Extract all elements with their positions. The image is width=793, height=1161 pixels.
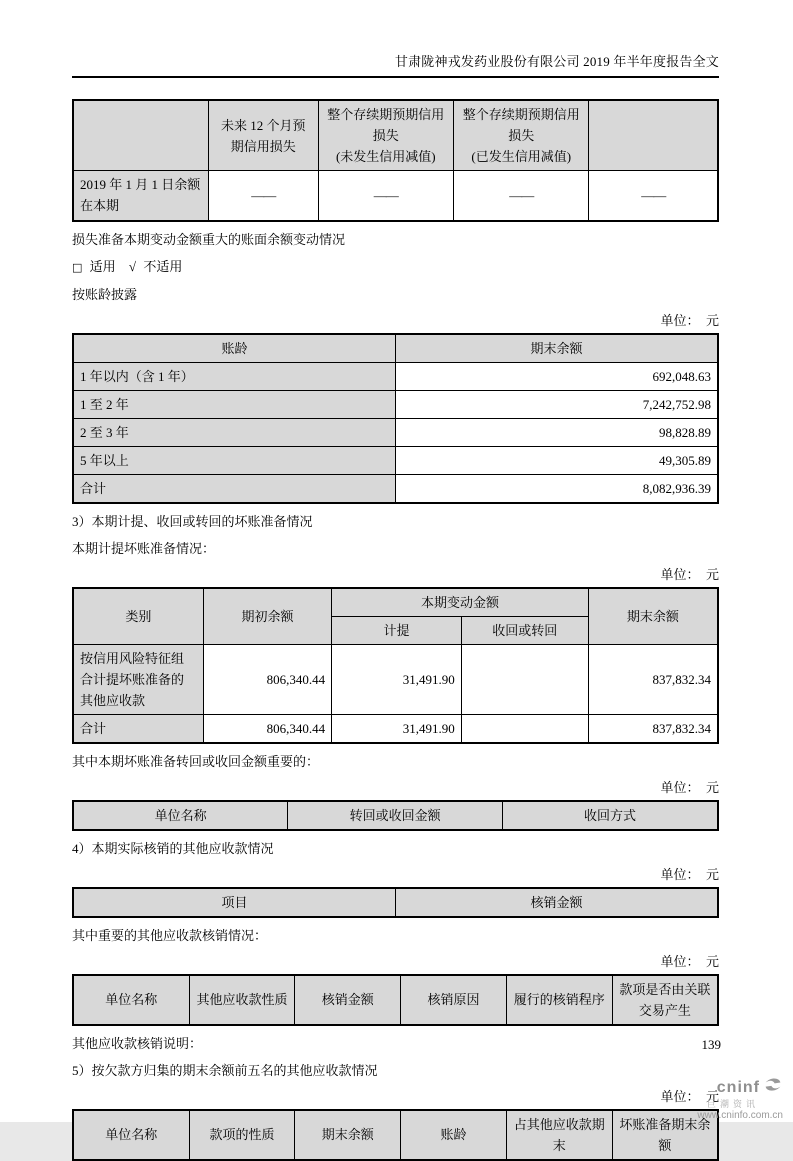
cell-dash: ——: [208, 171, 318, 221]
col-header: 单位名称: [73, 975, 189, 1025]
para-provision-note: 本期计提坏账准备情况：: [72, 540, 216, 556]
cell-amount: 692,048.63: [396, 362, 719, 390]
row-header: 2019 年 1 月 1 日余额在本期: [73, 171, 208, 221]
table-ecl-stages: [72, 99, 719, 222]
para-by-aging: 按账龄披露: [72, 286, 138, 302]
cell-amount: 837,832.34: [588, 714, 718, 743]
col-header-line1: 整个存续期预期信用损失: [462, 107, 580, 143]
table-row: [73, 171, 718, 221]
col-header: 收回方式: [503, 801, 718, 830]
cninfo-chinese-name: 巨潮资讯: [706, 1099, 759, 1109]
col-header-empty: [589, 100, 718, 171]
col-header: 款项的性质: [189, 1110, 295, 1160]
table-reversal: [72, 800, 719, 831]
table-row: [73, 390, 718, 418]
row-header-total: 合计: [73, 714, 203, 743]
col-header: 转回或收回金额: [288, 801, 503, 830]
row-header: 1 至 2 年: [73, 390, 396, 418]
col-header: 未来 12 个月预期信用损失: [208, 100, 318, 171]
cell-amount: 8,082,936.39: [396, 474, 719, 503]
cninfo-brand-text: cninf: [716, 1078, 760, 1096]
unit-label: 单位： 元: [660, 779, 719, 795]
col-header: 期初余额: [203, 588, 331, 645]
table-row: [73, 975, 718, 1025]
table-writeoff: [72, 887, 719, 918]
checkbox-unchecked-icon: □: [72, 260, 83, 274]
col-header: 核销金额: [295, 975, 401, 1025]
col-header: 收回或转回: [461, 616, 588, 644]
table-aging: [72, 333, 719, 504]
col-header: 账龄: [401, 1110, 507, 1160]
section-5-title: 5）按欠款方归集的期末余额前五名的其他应收款情况: [72, 1062, 378, 1078]
cell-amount: 98,828.89: [396, 418, 719, 446]
section-3-title: 3）本期计提、收回或转回的坏账准备情况: [72, 513, 313, 529]
unit-label: 单位： 元: [660, 866, 719, 882]
col-header: 期末余额: [396, 334, 719, 363]
cell-empty: [461, 644, 588, 714]
cninfo-logo: [697, 1076, 783, 1122]
cell-amount: 806,340.44: [203, 714, 331, 743]
col-header: 类别: [73, 588, 203, 645]
cell-dash: ——: [589, 171, 718, 221]
document-header-title: 甘肃陇神戎发药业股份有限公司 2019 年半年度报告全文: [72, 0, 719, 78]
cell-amount: 837,832.34: [588, 644, 718, 714]
cell-dash: ——: [318, 171, 453, 221]
table-row: [73, 588, 718, 617]
cninfo-brand-row: [697, 1076, 783, 1099]
cell-amount: 806,340.44: [203, 644, 331, 714]
row-header: 2 至 3 年: [73, 418, 396, 446]
table-row: [73, 446, 718, 474]
cell-dash: ——: [454, 171, 589, 221]
table-row: [73, 644, 718, 714]
unit-label: 单位： 元: [660, 1088, 719, 1104]
para-writeoff-important-note: 其中重要的其他应收款核销情况：: [72, 927, 268, 943]
col-header: 账龄: [73, 334, 396, 363]
unit-label: 单位： 元: [660, 953, 719, 969]
table-top-five: [72, 1109, 719, 1161]
page-number: 139: [701, 1037, 721, 1052]
applicability-line: [72, 257, 719, 277]
cell-amount: 31,491.90: [332, 714, 462, 743]
col-header: 核销金额: [396, 888, 719, 917]
section-4-title: 4）本期实际核销的其他应收款情况: [72, 840, 274, 856]
table-writeoff-important: [72, 974, 719, 1026]
col-header-line2: (未发生信用减值): [335, 149, 436, 164]
table-row: [73, 362, 718, 390]
col-header: 项目: [73, 888, 396, 917]
table-row-total: [73, 714, 718, 743]
row-header: 1 年以内（含 1 年）: [73, 362, 396, 390]
cninfo-swirl-icon: [763, 1076, 783, 1099]
cell-amount: 7,242,752.98: [396, 390, 719, 418]
para-loss-change: 损失准备本期变动金额重大的账面余额变动情况: [72, 231, 346, 247]
col-header: 单位名称: [73, 1110, 189, 1160]
unit-label: 单位： 元: [660, 566, 719, 582]
cell-amount: 49,305.89: [396, 446, 719, 474]
applicable-label: 适用: [89, 258, 116, 274]
row-header: 5 年以上: [73, 446, 396, 474]
col-header: 坏账准备期末余额: [612, 1110, 718, 1160]
col-header: 单位名称: [73, 801, 288, 830]
col-header: 计提: [332, 616, 462, 644]
table-row: [73, 418, 718, 446]
table-provision-movement: [72, 587, 719, 744]
table-row: [73, 888, 718, 917]
col-header-line2: (已发生信用减值): [471, 149, 572, 164]
table-row-total: [73, 474, 718, 503]
col-header: [454, 100, 589, 171]
row-header: 按信用风险特征组合计提坏账准备的其他应收款: [73, 644, 203, 714]
col-header: [318, 100, 453, 171]
not-applicable-label: 不适用: [143, 258, 183, 274]
para-reversal-note: 其中本期坏账准备转回或收回金额重要的：: [72, 753, 320, 769]
col-header-line1: 整个存续期预期信用损失: [327, 107, 445, 143]
unit-label: 单位： 元: [660, 312, 719, 328]
table-row: [73, 1110, 718, 1160]
col-header-empty: [73, 100, 208, 171]
cell-amount: 31,491.90: [332, 644, 462, 714]
row-header-total: 合计: [73, 474, 396, 503]
cninfo-url: www.cninfo.com.cn: [697, 1110, 783, 1121]
checkmark-icon: √: [128, 258, 137, 274]
col-header: 款项是否由关联交易产生: [612, 975, 718, 1025]
col-header: 核销原因: [401, 975, 507, 1025]
col-header: 占其他应收款期末: [506, 1110, 612, 1160]
col-header: 其他应收款性质: [189, 975, 295, 1025]
col-header-group: 本期变动金额: [332, 588, 589, 617]
col-header: 履行的核销程序: [506, 975, 612, 1025]
cell-empty: [461, 714, 588, 743]
para-writeoff-desc: 其他应收款核销说明：: [72, 1035, 203, 1051]
col-header: 期末余额: [295, 1110, 401, 1160]
table-row: [73, 100, 718, 171]
table-row: [73, 334, 718, 363]
col-header: 期末余额: [588, 588, 718, 645]
table-row: [73, 801, 718, 830]
